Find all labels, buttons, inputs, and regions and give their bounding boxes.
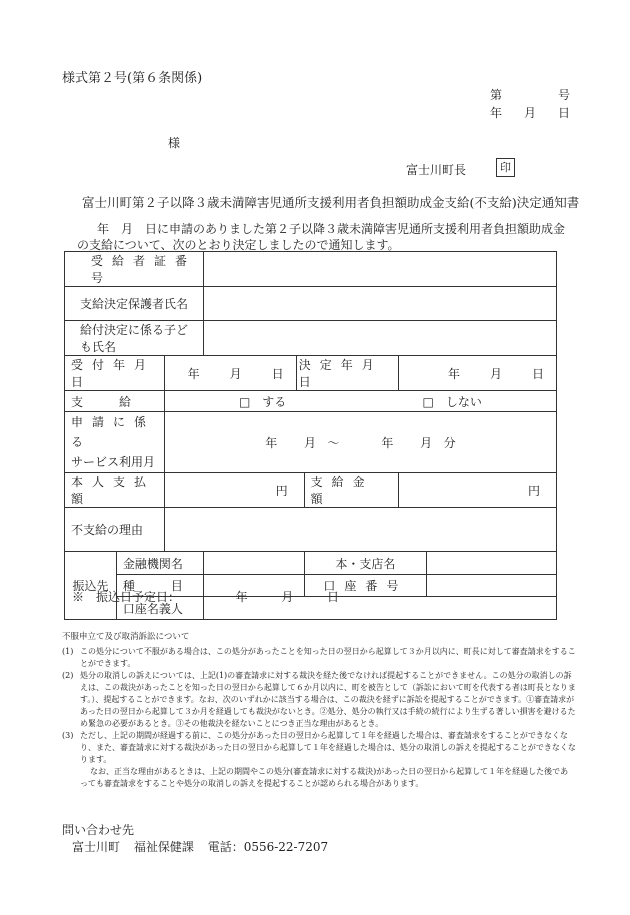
reason-label: 不支給の理由 — [71, 523, 144, 537]
appeal-title: 不服申立て及び取消訴訟について — [62, 632, 190, 642]
service-label-line2: サービス利用月 — [71, 455, 156, 469]
note-text: この処分について不服がある場合は、この処分があったことを知った日の翌日から起算して３か月以内に、町長に対して審査請求をすることができます。 — [80, 647, 576, 668]
number-prefix: 第 — [490, 88, 503, 102]
guardian-label: 支給決定保護者氏名 — [65, 287, 204, 321]
transfer-date-label: ※ 振込日予定日： — [72, 590, 181, 604]
contact-phone: 電話：0556-22-7207 — [207, 840, 329, 854]
service-to-month: 月 — [420, 435, 433, 450]
account-no-label: 口座番号 — [323, 579, 408, 593]
issuer-name: 富士川町長 — [406, 163, 467, 177]
intro-text: 年 月 日に申請のありました第２子以降３歳未満障害児通所支援利用者負担額助成金の支給について、次のとおり決定しましたので通知します。 — [77, 222, 566, 252]
note-text: 処分の取消しの訴えについては、上記(1)の審査請求に対する裁決を経た後でなければ提起することができません。この処分の取消しの訴えは、この裁決があったことを知った日の翌日から起算して６か月以内に、町を被告として（訴訟において町を代表する者は町長となります。）、提起することができます。なお、次のいずれかに該当する場合は、この裁決を経ずに訴訟を提起することができます。①審査請求があった日の翌日から起算して３か月を経過しても裁決がないとき。②処分、処分の執行又は手続の続行により生ずる著しい損害を避けるため緊急の必要があるとき。③その他裁決を経ないことにつき正当な理由があるとき。 — [80, 671, 576, 728]
self-pay-yen: 円 — [164, 473, 304, 508]
appeal-notes — [62, 646, 576, 790]
row-reason — [65, 508, 557, 552]
note-number: (3) — [62, 731, 74, 740]
transfer-date-year: 年 — [235, 590, 248, 604]
decision-table — [64, 251, 557, 620]
decided-label: 決定年月日 — [298, 358, 383, 389]
service-label-line1: 申請に係る — [71, 415, 156, 449]
service-fen: 分 — [443, 435, 456, 450]
note-number: (2) — [62, 671, 74, 680]
transfer-date — [72, 588, 339, 605]
row-payment — [65, 391, 557, 412]
decided-month: 月 — [489, 366, 502, 381]
branch-label: 本・支店名 — [304, 552, 427, 575]
kind-label: 種 目 — [116, 575, 203, 597]
number-suffix: 号 — [557, 88, 570, 102]
cert-no-label: 受給者証番号 — [91, 254, 197, 285]
received-day: 日 — [271, 366, 284, 381]
received-month: 月 — [229, 366, 242, 381]
service-tilde: 〜 — [327, 435, 340, 450]
note-text: なお、正当な理由があるときは、上記の期間やこの処分(審査請求に対する裁決)があった日の翌日から起算して１年を経過した後であっても審査請求をすることや処分の取消しの訴えを提起することが認められる場合があります。 — [80, 767, 569, 788]
row-guardian — [65, 287, 557, 321]
issue-date — [490, 104, 570, 121]
appeal-note — [62, 646, 576, 670]
note-text: ただし、上記の期間が経過する前に、この処分があった日の翌日から起算して１年を経過した場合は、審査請求をすることができなくなり、また、審査請求に対する裁決があった日の翌日から起算して１年を経過した場合は、処分の取消しの訴えを提起することができなくなります。 — [80, 731, 576, 764]
contact-info — [72, 838, 338, 855]
received-label: 受付年月日 — [71, 358, 156, 389]
service-from-year: 年 — [265, 435, 278, 450]
appeal-note — [62, 670, 576, 730]
note-number: (1) — [62, 647, 74, 656]
issue-year: 年 — [490, 106, 503, 120]
service-to-year: 年 — [381, 435, 394, 450]
appeal-note — [62, 730, 576, 766]
branch-value — [427, 552, 557, 575]
form-label: 様式第２号(第６条関係) — [62, 71, 203, 86]
issue-month: 月 — [523, 106, 536, 120]
document-title: 富士川町第２子以降３歳未満障害児通所支援利用者負担額助成金支給(不支給)決定通知書 — [82, 195, 580, 210]
reason-value — [164, 508, 556, 552]
transfer-label: 振込先 — [65, 552, 117, 620]
service-from-month: 月 — [303, 435, 316, 450]
note-number — [62, 766, 80, 790]
amount-yen: 円 — [399, 473, 557, 508]
seal-stamp: 印 — [496, 158, 515, 177]
contact-town: 富士川町 — [72, 840, 121, 854]
document-number — [490, 86, 570, 103]
row-service-month — [65, 412, 557, 473]
recipient-honorific: 様 — [168, 136, 181, 150]
row-cert-no — [65, 252, 557, 287]
holder-label: 口座名義人 — [116, 597, 203, 620]
account-no-value — [427, 575, 557, 597]
appeal-note — [62, 766, 576, 790]
bank-label: 金融機関名 — [116, 552, 203, 575]
row-child — [65, 321, 557, 356]
row-dates — [65, 356, 557, 391]
contact-dept: 福祉保健課 — [133, 840, 194, 854]
child-value — [203, 321, 556, 356]
option-pay: □ する — [238, 394, 287, 409]
transfer-date-day: 日 — [327, 590, 340, 604]
received-year: 年 — [187, 366, 200, 381]
guardian-value — [203, 287, 556, 321]
child-label: 給付決定に係る子ども氏名 — [65, 321, 204, 356]
cert-no-value — [203, 252, 556, 287]
contact-label: 問い合わせ先 — [62, 823, 135, 837]
issue-day: 日 — [557, 106, 570, 120]
row-amounts — [65, 473, 557, 508]
decided-year: 年 — [447, 366, 460, 381]
row-bank — [65, 552, 557, 575]
self-pay-label: 本人支払額 — [71, 475, 156, 506]
transfer-date-month: 月 — [281, 590, 294, 604]
decided-day: 日 — [531, 366, 544, 381]
option-no-pay: □ しない — [422, 394, 482, 409]
bank-value — [203, 552, 304, 575]
payment-label: 支 給 — [65, 391, 165, 412]
amount-label: 支給金額 — [310, 475, 374, 506]
